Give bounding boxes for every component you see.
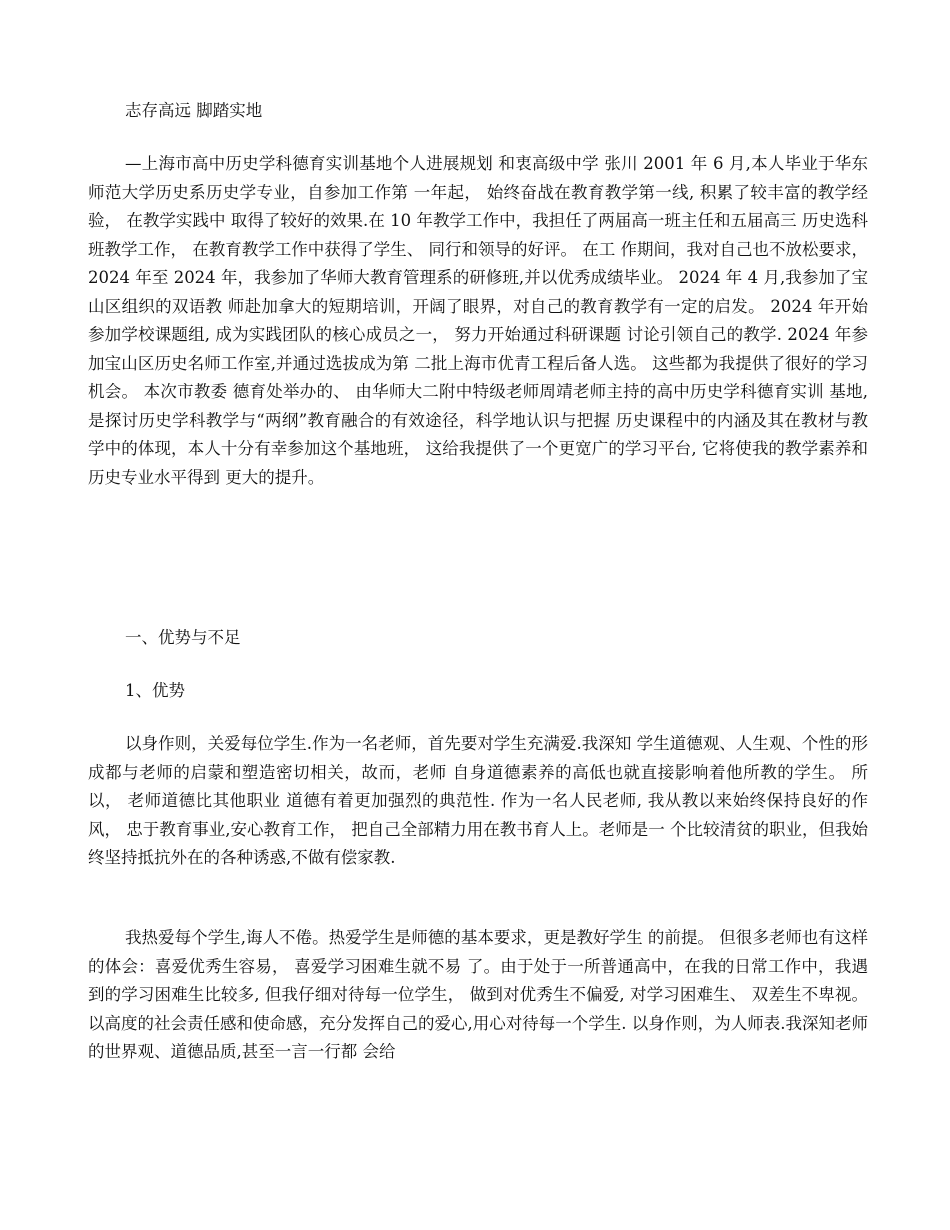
document-title: 志存高远 脚踏实地 xyxy=(125,101,263,120)
intro-paragraph: —上海市高中历史学科德育实训基地个人进展规划 和衷高级中学 张川 2001 年 6 月,本人毕业于华东师范大学历史系历史学专业，自参加工作第 一年起， 始终奋战在教育教学第一线, 积累了较丰富的教学经验， 在教学实践中 取得了较好的效果.在 10 年教学工作中，我担任了两届高一班主任和五届高三 历史选科班教学工作， 在教育教学工作中获得了学生、 同行和领导的好评。 在工 作期间，我对自己也不放松要求， 2024 年至 2024 年，我参加了华师大教育管理系的研修班,并以优秀成绩毕业。 2024 年 4 月,我参加了宝山区组织的双语教 师赴加拿大的短期培训，开阔了眼界，对自己的教育教学有一定的启发。 2024 年开始参加学校课题组, 成为实践团队的核心成员之一， 努力开始通过科研课题 讨论引领自己的教学. 2024 年参加宝山区历史名师工作室,并通过选拔成为第 二批上海市优青工程后备人选。 这些都为我提供了很好的学习机会。 本次市教委 德育处举办的、 由华师大二附中特级老师周靖老师主持的高中历史学科德育实训 基地,是探讨历史学科教学与“两纲”教育融合的有效途径，科学地认识与把握 历史课程中的内涵及其在教材与教学中的体现，本人十分有幸参加这个基地班， 这给我提供了一个更宽广的学习平台, 它将使我的教学素养和历史专业水平得到 更大的提升。 xyxy=(88,154,868,487)
body-paragraph-2: 我热爱每个学生,诲人不倦。热爱学生是师德的基本要求，更是教好学生 的前提。 但很多老师也有这样的体会：喜爱优秀生容易， 喜爱学习困难生就不易 了。由于处于一所普通高中，在我的日常工作中，我遇到的学习困难生比较多, 但我仔细对待每一位学生， 做到对优秀生不偏爱, 对学习困难生、 双差生不卑视。 以高度的社会责任感和使命感，充分发挥自己的爱心,用心对待每一个学生. 以身作则，为人师表.我深知老师的世界观、道德品质,甚至一言一行都 会给 xyxy=(88,928,868,1061)
section-heading-strengths-weaknesses: 一、优势与不足 xyxy=(125,628,241,647)
body-paragraph-1: 以身作则，关爱每位学生.作为一名老师，首先要对学生充满爱.我深知 学生道德观、人生观、个性的形成都与老师的启蒙和塑造密切相关，故而，老师 自身道德素养的高低也就直接影响着他所教的学生。 所以， 老师道德比其他职业 道德有着更加强烈的典范性. 作为一名人民老师, 我从教以来始终保持良好的作 风， 忠于教育事业,安心教育工作， 把自己全部精力用在教书育人上。老师是一 个比较清贫的职业，但我始终坚持抵抗外在的各种诱惑,不做有偿家教. xyxy=(88,734,868,867)
subsection-heading-strengths: 1、优势 xyxy=(125,681,185,700)
